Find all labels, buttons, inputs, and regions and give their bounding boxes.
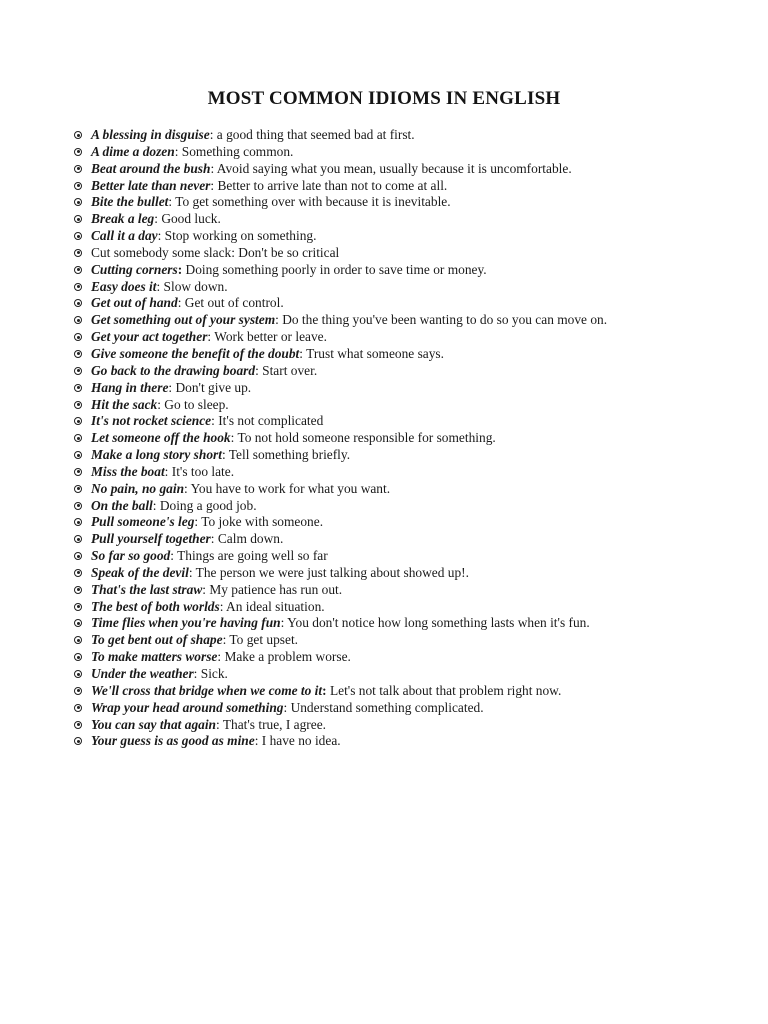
idiom-item	[74, 649, 658, 666]
idiom-item	[74, 380, 658, 397]
idiom-item	[74, 245, 658, 262]
idiom-term: Beat around the bush	[91, 160, 211, 176]
idiom-definition: Stop working on something.	[161, 228, 317, 244]
idiom-separator: :	[210, 531, 215, 547]
idiom-separator: :	[184, 480, 188, 496]
idiom-definition: My patience has run out.	[205, 581, 343, 597]
idiom-item	[74, 144, 658, 161]
idiom-separator: :	[210, 160, 215, 176]
idiom-definition: Get out of control.	[181, 295, 284, 311]
radio-dot-bullet-icon	[74, 586, 82, 594]
idiom-item	[74, 178, 658, 195]
radio-dot-bullet-icon	[74, 485, 82, 493]
radio-dot-bullet-icon	[74, 198, 82, 206]
idiom-term: Make a long story short	[91, 447, 222, 463]
idiom-item	[74, 666, 658, 683]
idiom-term: Hang in there	[91, 379, 169, 395]
idiom-item	[74, 211, 658, 228]
radio-dot-bullet-icon	[74, 603, 82, 611]
idiom-separator: :	[283, 699, 288, 715]
radio-dot-bullet-icon	[74, 215, 82, 223]
idiom-separator: :	[168, 194, 173, 210]
radio-dot-bullet-icon	[74, 131, 82, 139]
idiom-definition: Don't be so critical	[234, 244, 340, 260]
idiom-term: Your guess is as good as mine	[91, 733, 255, 749]
radio-dot-bullet-icon	[74, 569, 82, 577]
idiom-item	[74, 312, 658, 329]
idiom-item	[74, 430, 658, 447]
idiom-separator: :	[280, 615, 285, 631]
idiom-item	[74, 481, 658, 498]
idiom-definition: It's not complicated	[214, 413, 324, 429]
idiom-definition: An ideal situation.	[223, 598, 325, 614]
radio-dot-bullet-icon	[74, 350, 82, 358]
idiom-item	[74, 599, 658, 616]
radio-dot-bullet-icon	[74, 687, 82, 695]
idiom-term: To get bent out of shape	[91, 632, 223, 648]
idiom-definition: The person we were just talking about showed up!.	[192, 564, 469, 580]
radio-dot-bullet-icon	[74, 232, 82, 240]
idiom-term: Give someone the benefit of the doubt	[91, 345, 300, 361]
idiom-item	[74, 632, 658, 649]
idiom-term: A dime a dozen	[91, 143, 175, 159]
idiom-item	[74, 194, 658, 211]
idiom-list	[74, 127, 658, 750]
radio-dot-bullet-icon	[74, 737, 82, 745]
idiom-separator: :	[157, 228, 162, 244]
idiom-term: On the ball	[91, 497, 153, 513]
idiom-term: Pull yourself together	[91, 531, 211, 547]
radio-dot-bullet-icon	[74, 182, 82, 190]
idiom-term: Call it a day	[91, 228, 158, 244]
idiom-term: Speak of the devil	[91, 564, 189, 580]
radio-dot-bullet-icon	[74, 704, 82, 712]
idiom-item	[74, 447, 658, 464]
idiom-item	[74, 531, 658, 548]
idiom-item	[74, 363, 658, 380]
idiom-term: Hit the sack	[91, 396, 158, 412]
idiom-definition: Make a problem worse.	[221, 649, 351, 665]
radio-dot-bullet-icon	[74, 333, 82, 341]
idiom-item	[74, 161, 658, 178]
radio-dot-bullet-icon	[74, 148, 82, 156]
idiom-term: Get something out of your system	[91, 312, 276, 328]
idiom-separator: :	[211, 413, 215, 429]
idiom-term: It's not rocket science	[91, 413, 212, 429]
radio-dot-bullet-icon	[74, 721, 82, 729]
idiom-separator: :	[193, 666, 198, 681]
idiom-definition: To joke with someone.	[198, 514, 324, 530]
radio-dot-bullet-icon	[74, 417, 82, 425]
idiom-separator: :	[231, 244, 235, 260]
idiom-term: Pull someone's leg	[91, 514, 195, 530]
idiom-definition: a good thing that seemed bad at first.	[213, 127, 415, 142]
idiom-item	[74, 683, 658, 700]
idiom-separator: :	[210, 177, 215, 193]
idiom-term: Time flies when you're having fun	[91, 615, 281, 631]
idiom-definition: Things are going well so far	[173, 548, 328, 564]
idiom-item	[74, 329, 658, 346]
idiom-separator: :	[174, 143, 179, 159]
idiom-item	[74, 514, 658, 531]
idiom-term: Bite the bullet	[91, 194, 169, 210]
idiom-separator: :	[216, 716, 220, 732]
idiom-definition: Slow down.	[160, 278, 228, 294]
idiom-definition: That's true, I agree.	[219, 716, 327, 732]
radio-dot-bullet-icon	[74, 266, 82, 274]
idiom-term: The best of both worlds	[91, 598, 220, 614]
radio-dot-bullet-icon	[74, 249, 82, 257]
idiom-item	[74, 548, 658, 565]
idiom-definition: It's too late.	[168, 463, 235, 479]
idiom-definition: To get upset.	[226, 632, 299, 648]
idiom-definition: Better to arrive late than not to come at all.	[214, 177, 448, 193]
idiom-definition: Avoid saying what you mean, usually because it is uncomfortable.	[214, 160, 572, 176]
idiom-item	[74, 733, 658, 750]
idiom-separator: :	[170, 548, 174, 564]
idiom-definition: Trust what someone says.	[303, 345, 444, 361]
radio-dot-bullet-icon	[74, 316, 82, 324]
idiom-term: To make matters worse	[91, 649, 218, 665]
radio-dot-bullet-icon	[74, 468, 82, 476]
idiom-separator: :	[157, 396, 161, 412]
idiom-separator: :	[177, 295, 182, 311]
idiom-separator: :	[299, 345, 304, 361]
radio-dot-bullet-icon	[74, 367, 82, 375]
radio-dot-bullet-icon	[74, 518, 82, 526]
idiom-definition: You have to work for what you want.	[187, 480, 391, 496]
idiom-item	[74, 700, 658, 717]
idiom-item	[74, 295, 658, 312]
radio-dot-bullet-icon	[74, 619, 82, 627]
idiom-separator: :	[230, 430, 235, 446]
idiom-separator: :	[209, 127, 214, 142]
idiom-definition: Good luck.	[157, 211, 221, 227]
radio-dot-bullet-icon	[74, 384, 82, 392]
radio-dot-bullet-icon	[74, 502, 82, 510]
idiom-separator: :	[207, 329, 212, 345]
idiom-term: Cut somebody some slack	[91, 244, 232, 260]
idiom-separator: :	[152, 497, 157, 513]
idiom-definition: To get something over with because it is inevitable.	[172, 194, 451, 210]
idiom-item	[74, 346, 658, 363]
idiom-definition: Work better or leave.	[211, 329, 327, 345]
idiom-item	[74, 582, 658, 599]
idiom-definition: Doing a good job.	[156, 497, 257, 513]
idiom-item	[74, 228, 658, 245]
idiom-term: A blessing in disguise	[91, 127, 210, 142]
idiom-term: Miss the boat	[91, 463, 165, 479]
idiom-definition: Sick.	[197, 666, 228, 681]
idiom-definition: Tell something briefly.	[225, 447, 351, 463]
idiom-item	[74, 717, 658, 734]
radio-dot-bullet-icon	[74, 552, 82, 560]
idiom-term: So far so good	[91, 548, 171, 564]
idiom-separator: :	[202, 581, 206, 597]
radio-dot-bullet-icon	[74, 283, 82, 291]
idiom-separator: :	[164, 463, 169, 479]
idiom-term: Get your act together	[91, 329, 208, 345]
idiom-item	[74, 127, 658, 144]
idiom-term: We'll cross that bridge when we come to it	[91, 682, 323, 698]
idiom-term: Go back to the drawing board	[91, 362, 256, 378]
idiom-term: You can say that again	[91, 716, 216, 732]
radio-dot-bullet-icon	[74, 670, 82, 678]
idiom-definition: Go to sleep.	[160, 396, 229, 412]
idiom-term: Under the weather	[91, 666, 194, 681]
idiom-term: Break a leg	[91, 211, 155, 227]
idiom-definition: Doing something poorly in order to save time or money.	[182, 261, 487, 277]
idiom-separator: :	[222, 632, 227, 648]
idiom-item	[74, 279, 658, 296]
idiom-definition: Understand something complicated.	[287, 699, 484, 715]
idiom-term: Cutting corners	[91, 261, 178, 277]
idiom-separator: :	[194, 514, 199, 530]
radio-dot-bullet-icon	[74, 299, 82, 307]
radio-dot-bullet-icon	[74, 434, 82, 442]
idiom-definition: I have no idea.	[258, 733, 341, 749]
idiom-definition: Start over.	[258, 362, 318, 378]
idiom-item	[74, 262, 658, 279]
idiom-term: That's the last straw	[91, 581, 203, 597]
radio-dot-bullet-icon	[74, 165, 82, 173]
idiom-separator: :	[254, 733, 259, 749]
idiom-term: Wrap your head around something	[91, 699, 284, 715]
idiom-term: Get out of hand	[91, 295, 178, 311]
idiom-separator: :	[221, 447, 226, 463]
idiom-item	[74, 498, 658, 515]
idiom-definition: Calm down.	[214, 531, 284, 547]
idiom-item	[74, 464, 658, 481]
idiom-separator: :	[154, 211, 158, 227]
idiom-definition: To not hold someone responsible for something.	[234, 430, 496, 446]
idiom-definition: Let's not talk about that problem right now.	[326, 682, 562, 698]
idiom-separator: :	[188, 564, 193, 580]
idiom-item	[74, 565, 658, 582]
idiom-term: No pain, no gain	[91, 480, 185, 496]
idiom-separator: :	[177, 261, 183, 277]
idiom-separator: :	[255, 362, 259, 378]
radio-dot-bullet-icon	[74, 535, 82, 543]
idiom-separator: :	[275, 312, 279, 328]
idiom-separator: :	[322, 682, 327, 698]
radio-dot-bullet-icon	[74, 451, 82, 459]
idiom-definition: You don't notice how long something lasts when it's fun.	[284, 615, 590, 631]
radio-dot-bullet-icon	[74, 653, 82, 661]
idiom-separator: :	[168, 379, 173, 395]
idiom-term: Easy does it	[91, 278, 157, 294]
idiom-definition: Do the thing you've been wanting to do so you can move on.	[278, 312, 608, 328]
idiom-item	[74, 615, 658, 632]
radio-dot-bullet-icon	[74, 401, 82, 409]
page-title: MOST COMMON IDIOMS IN ENGLISH	[207, 88, 561, 109]
idiom-separator: :	[217, 649, 222, 665]
idiom-term: Better late than never	[91, 177, 211, 193]
idiom-separator: :	[219, 598, 224, 614]
idiom-definition: Something common.	[178, 143, 294, 159]
radio-dot-bullet-icon	[74, 636, 82, 644]
idiom-item	[74, 397, 658, 414]
idiom-separator: :	[156, 278, 161, 294]
idiom-term: Let someone off the hook	[91, 430, 231, 446]
idiom-item	[74, 413, 658, 430]
idiom-definition: Don't give up.	[172, 379, 252, 395]
